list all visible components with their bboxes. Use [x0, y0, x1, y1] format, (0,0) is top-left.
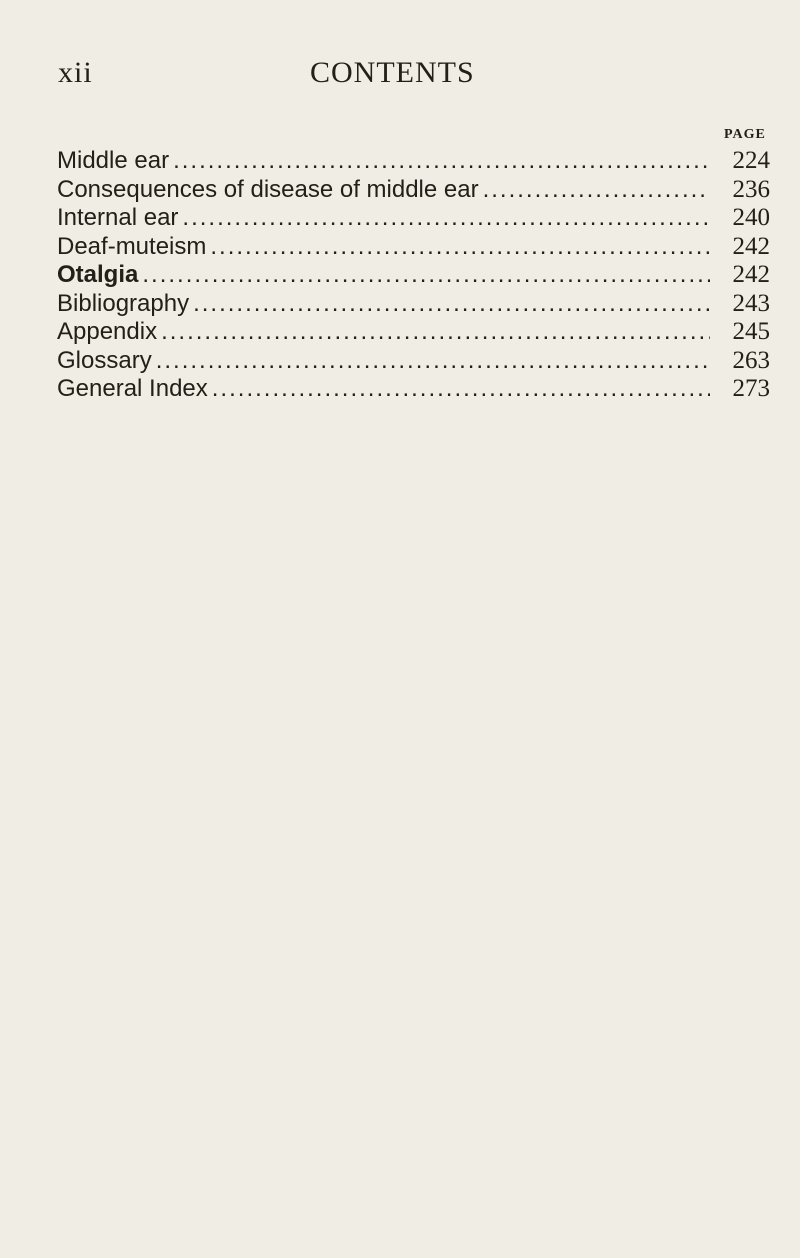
toc-entry-otalgia [57, 261, 770, 290]
toc-entry-page: 236 [732, 175, 770, 203]
dot-leader [142, 261, 710, 289]
toc-entry-internal-ear [57, 204, 770, 233]
toc-entry-page: 273 [732, 375, 770, 402]
toc-entry-page: 224 [732, 147, 770, 174]
toc-entry-page: 245 [732, 318, 770, 345]
toc-entry-page: 243 [732, 289, 770, 317]
toc-entry-title: Otalgia [57, 261, 139, 288]
dot-leader [193, 290, 710, 318]
dot-leader [173, 147, 710, 175]
toc-entry-deaf-muteism [57, 233, 770, 262]
toc-entry-general-index [57, 375, 770, 404]
dot-leader [161, 318, 710, 346]
toc-entry-title: Internal ear [57, 204, 179, 231]
toc-entry-title: Middle ear [57, 147, 170, 174]
dot-leader [182, 204, 710, 232]
page-column-label: PAGE [724, 127, 766, 142]
table-of-contents [57, 147, 770, 404]
toc-entry-title: Glossary [57, 346, 152, 374]
page-header [0, 56, 800, 96]
dot-leader [212, 375, 710, 403]
running-title: CONTENTS [310, 56, 475, 89]
toc-entry-title: Bibliography [57, 289, 190, 317]
toc-entry-page: 263 [732, 346, 770, 374]
toc-entry-title: Appendix [57, 318, 158, 345]
toc-entry-bibliography [57, 290, 770, 319]
toc-entry-page: 242 [732, 261, 770, 288]
toc-entry-title: Consequences of disease of middle ear [57, 175, 479, 203]
toc-entry-appendix [57, 318, 770, 347]
dot-leader [210, 233, 710, 261]
dot-leader [483, 176, 710, 204]
toc-entry-glossary [57, 347, 770, 376]
toc-entry-title: General Index [57, 375, 208, 402]
toc-entry-consequences [57, 176, 770, 205]
folio-number: xii [58, 56, 93, 89]
dot-leader [156, 347, 710, 375]
toc-entry-page: 240 [732, 204, 770, 231]
toc-entry-page: 242 [732, 232, 770, 260]
toc-entry-title: Deaf-muteism [57, 232, 207, 260]
toc-entry-middle-ear [57, 147, 770, 176]
